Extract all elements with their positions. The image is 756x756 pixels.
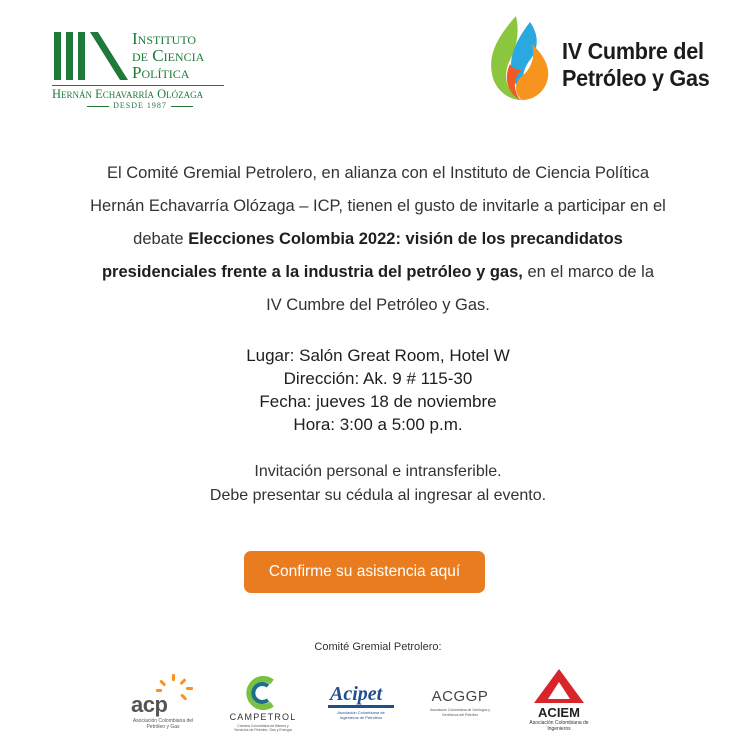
event-time: Hora: 3:00 a 5:00 p.m.	[293, 415, 463, 434]
invitation-note	[20, 460, 736, 508]
invitation-line: IV Cumbre del Petróleo y Gas.	[266, 296, 490, 314]
invitation-text-span: debate	[133, 230, 189, 248]
event-date: Fecha: jueves 18 de noviembre	[259, 392, 497, 411]
acipet-logo	[328, 683, 396, 723]
campetrol-logo	[228, 676, 298, 734]
acipet-subtitle: Asociación Colombiana de Ingenieros de Petróleos	[337, 710, 385, 720]
cumbre-title-line: IV Cumbre del	[562, 38, 704, 64]
icp-name-line: Política	[132, 63, 190, 82]
invitation-line	[20, 223, 736, 256]
acggp-subtitle: Asociación Colombiana de Geólogos y Geofísicos del Petróleo	[429, 708, 491, 717]
campetrol-name: CAMPETROL	[229, 712, 297, 722]
icp-name	[132, 30, 204, 81]
cumbre-title-line: Petróleo y Gas	[562, 65, 710, 91]
aciem-subtitle: Asociación Colombiana de Ingenieros	[529, 720, 589, 732]
invitation-line: El Comité Gremial Petrolero, en alianza con el Instituto de Ciencia Política	[106, 164, 649, 182]
acp-logo	[128, 672, 200, 734]
confirm-attendance-button[interactable]: Confirme su asistencia aquí	[244, 551, 485, 593]
debate-title: presidenciales frente a la industria del petróleo y gas,	[101, 263, 523, 281]
icp-founder-name: Hernán Echavarría Olózaga	[52, 85, 224, 102]
aciem-logo	[526, 668, 592, 736]
aciem-name: ACIEM	[538, 705, 580, 720]
invitation-line	[20, 256, 736, 289]
event-address: Dirección: Ak. 9 # 115-30	[283, 369, 473, 388]
aciem-triangle-logo-icon	[526, 668, 592, 704]
icp-since: DESDE 1987	[80, 101, 200, 110]
icp-logo-mark-icon	[52, 30, 130, 82]
icp-logo	[52, 28, 227, 110]
event-details	[20, 344, 736, 436]
acp-subtitle: Asociación Colombiana del Petróleo y Gas	[132, 718, 194, 730]
committee-label: Comité Gremial Petrolero:	[314, 641, 442, 653]
note-line: Debe presentar su cédula al ingresar al evento.	[209, 487, 547, 504]
cumbre-title	[562, 38, 709, 92]
event-place: Lugar: Salón Great Room, Hotel W	[246, 346, 510, 365]
invitation-text	[20, 157, 736, 322]
invitation-line: Hernán Echavarría Olózaga – ICP, tienen el gusto de invitarle a participar en el	[90, 197, 666, 215]
flame-logo-icon	[486, 14, 552, 102]
cumbre-logo	[486, 14, 726, 104]
campetrol-c-logo-icon	[228, 676, 298, 710]
campetrol-subtitle: Cámara Colombiana de Bienes y Servicios de Petróleo, Gas y Energía	[234, 724, 292, 732]
acipet-underline-icon	[328, 705, 394, 709]
invitation-text-span: en el marco de la	[522, 263, 655, 281]
acggp-name: ACGGP	[431, 688, 489, 705]
icp-name-line: de Ciencia	[132, 46, 205, 65]
note-line: Invitación personal e intransferible.	[254, 463, 502, 480]
acggp-logo	[425, 688, 495, 724]
icp-name-line: Instituto	[132, 29, 197, 48]
acp-name: acp	[131, 692, 168, 717]
acipet-name: Acipet	[330, 683, 383, 705]
debate-title: Elecciones Colombia 2022: visión de los precandidatos	[188, 230, 623, 248]
